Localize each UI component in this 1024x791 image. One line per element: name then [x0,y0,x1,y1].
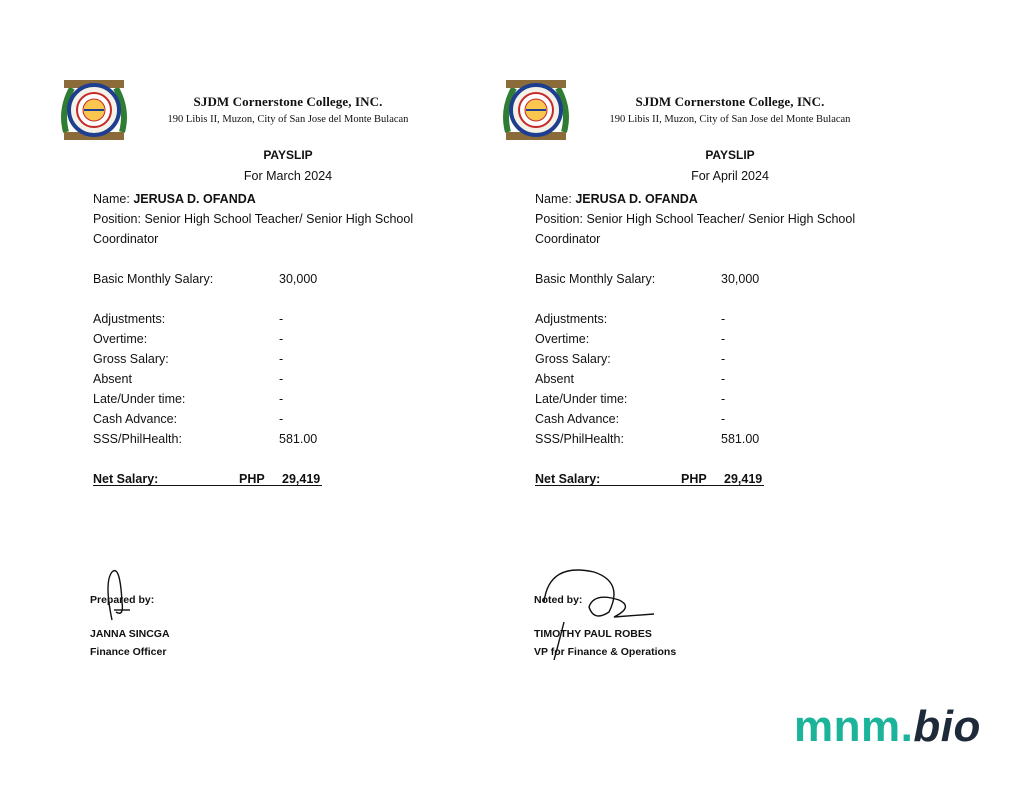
line-item-value: - [721,332,726,346]
college-name: SJDM Cornerstone College, INC. [635,94,825,109]
line-item-row [535,369,895,389]
line-item-label: Absent [535,372,574,386]
line-item-row [93,349,453,369]
position-value: Senior High School Teacher/ Senior High School Coordinator [93,212,414,246]
signatory-caption: Noted by: [534,594,583,606]
line-item-row [93,429,453,449]
line-item-label: Late/Under time: [535,392,628,406]
position-label: Position: [93,212,141,226]
signatory-role: Finance Officer [90,646,167,658]
line-item-label: Gross Salary: [535,352,611,366]
line-item-label: SSS/PhilHealth: [535,432,624,446]
line-item-value: - [721,312,726,326]
line-item-row [93,369,453,389]
line-item-label: Cash Advance: [93,412,178,426]
name-label: Name: [535,192,572,206]
employee-name: JERUSA D. OFANDA [575,192,698,206]
line-item-row [535,349,895,369]
payslip-march [58,72,458,672]
college-address: 190 Libis II, Muzon, City of San Jose del Monte Bulacan [609,114,851,125]
basic-salary-row [535,269,895,289]
basic-salary-value: 30,000 [279,272,318,286]
line-item-value: - [279,352,284,366]
position-label: Position: [535,212,583,226]
line-item-value: - [721,372,726,386]
line-item-value: - [279,372,284,386]
employee-name-row [93,189,453,209]
net-salary-currency: PHP [681,472,707,486]
net-salary-row [535,469,895,489]
signatory-name: JANNA SINCGA [90,628,170,640]
line-item-row [93,409,453,429]
line-item-label: Overtime: [93,332,148,346]
signature-mark [90,562,150,622]
line-item-row [535,309,895,329]
employee-name-row [535,189,895,209]
line-item-value: - [721,352,726,366]
payslip-title: PAYSLIP [705,148,755,162]
line-item-row [93,389,453,409]
signatory-role: VP for Finance & Operations [534,646,677,658]
basic-salary-label: Basic Monthly Salary: [93,272,214,286]
watermark-logo [794,702,981,752]
net-salary-label: Net Salary: [93,472,159,486]
basic-salary-label: Basic Monthly Salary: [535,272,656,286]
line-item-row [93,329,453,349]
line-item-row [93,309,453,329]
payslip-body [535,189,895,489]
employee-name: JERUSA D. OFANDA [133,192,256,206]
net-salary-currency: PHP [239,472,265,486]
basic-salary-value: 30,000 [721,272,760,286]
college-header [580,94,880,125]
line-item-row [535,329,895,349]
line-item-label: Gross Salary: [93,352,169,366]
line-item-value: - [279,412,284,426]
basic-salary-row [93,269,453,289]
college-address: 190 Libis II, Muzon, City of San Jose del Monte Bulacan [167,114,409,125]
line-item-value: 581.00 [721,432,760,446]
signatory-name: TIMOTHY PAUL ROBES [534,628,652,640]
name-label: Name: [93,192,130,206]
line-item-row [535,429,895,449]
position-value: Senior High School Teacher/ Senior High School Coordinator [535,212,856,246]
payslip-title: PAYSLIP [263,148,313,162]
payslip-body [93,189,453,489]
line-item-label: Adjustments: [535,312,608,326]
line-item-row [535,409,895,429]
line-item-value: - [721,392,726,406]
net-salary-row [93,469,453,489]
line-item-label: Adjustments: [93,312,166,326]
net-salary-value: 29,419 [724,472,763,486]
net-salary-label: Net Salary: [535,472,601,486]
payslip-period: For April 2024 [691,169,769,183]
line-item-value: - [279,332,284,346]
line-item-value: - [279,312,284,326]
line-item-label: Overtime: [535,332,590,346]
payslip-period: For March 2024 [243,169,333,183]
college-name: SJDM Cornerstone College, INC. [193,94,383,109]
signatory-caption: Prepared by: [90,594,155,606]
line-item-label: Cash Advance: [535,412,620,426]
line-item-value: - [721,412,726,426]
line-item-row [535,389,895,409]
position-row [93,209,453,249]
watermark-part1: mnm. [794,702,914,751]
line-item-value: 581.00 [279,432,318,446]
line-item-label: Late/Under time: [93,392,186,406]
college-seal-logo [58,74,130,146]
position-row [535,209,895,249]
line-item-value: - [279,392,284,406]
watermark-part2: bio [913,702,981,751]
college-header [138,94,438,125]
line-item-label: Absent [93,372,132,386]
college-seal-logo [500,74,572,146]
line-item-label: SSS/PhilHealth: [93,432,182,446]
payslip-april [500,72,900,672]
net-salary-value: 29,419 [282,472,321,486]
